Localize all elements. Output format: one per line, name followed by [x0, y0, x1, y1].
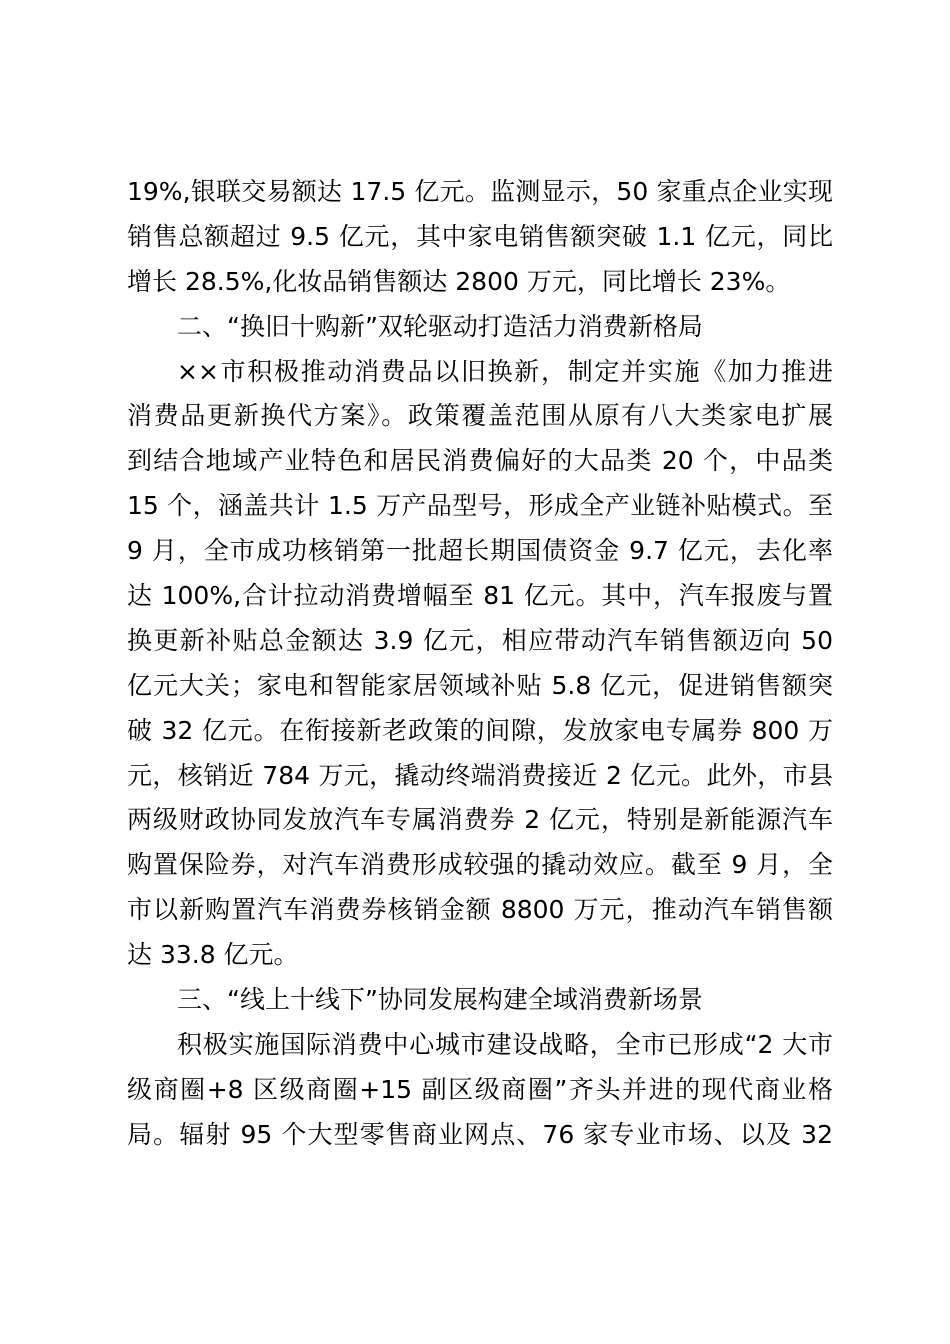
paragraph-line: 市以新购置汽车消费券核销金额 8800 万元，推动汽车销售额 — [127, 895, 833, 925]
paragraph-line: 达 100%,合计拉动消费增幅至 81 亿元。其中，汽车报废与置 — [127, 581, 833, 611]
paragraph-line: 积极实施国际消费中心城市建设战略，全市已形成“2 大市 — [177, 1029, 833, 1059]
paragraph-line: 销售总额超过 9.5 亿元，其中家电销售额突破 1.1 亿元，同比 — [127, 221, 833, 251]
paragraph-line: 元，核销近 784 万元，撬动终端消费接近 2 亿元。此外，市县 — [127, 760, 833, 790]
paragraph-line: ××市积极推动消费品以旧换新，制定并实施《加力推进 — [177, 356, 833, 386]
paragraph-line: 局。辐射 95 个大型零售商业网点、76 家专业市场、以及 32 — [127, 1119, 833, 1149]
paragraph-line: 两级财政协同发放汽车专属消费券 2 亿元，特别是新能源汽车 — [127, 805, 833, 835]
paragraph-line: 破 32 亿元。在衔接新老政策的间隙，发放家电专属券 800 万 — [127, 715, 833, 745]
paragraph-line: 换更新补贴总金额达 3.9 亿元，相应带动汽车销售额迈向 50 — [127, 625, 833, 655]
section-heading: 二、“换旧十购新”双轮驱动打造活力消费新格局 — [177, 311, 703, 341]
paragraph-line: 亿元大关；家电和智能家居领域补贴 5.8 亿元，促进销售额突 — [127, 670, 833, 700]
paragraph-line: 9 月，全市成功核销第一批超长期国债资金 9.7 亿元，去化率 — [127, 536, 833, 566]
paragraph-line: 消费品更新换代方案》。政策覆盖范围从原有八大类家电扩展 — [127, 401, 833, 431]
paragraph-line: 到结合地域产业特色和居民消费偏好的大品类 20 个，中品类 — [127, 446, 833, 476]
paragraph-line: 19%,银联交易额达 17.5 亿元。监测显示，50 家重点企业实现 — [127, 177, 833, 206]
paragraph-line: 达 33.8 亿元。 — [127, 940, 299, 970]
paragraph-line: 级商圈+8 区级商圈+15 副区级商圈”齐头并进的现代商业格 — [127, 1074, 833, 1104]
section-heading: 三、“线上十线下”协同发展构建全域消费新场景 — [177, 985, 703, 1015]
paragraph-line: 增长 28.5%,化妆品销售额达 2800 万元，同比增长 23%。 — [127, 266, 791, 296]
body-text — [127, 170, 833, 1158]
paragraph-line: 购置保险券，对汽车消费形成较强的撬动效应。截至 9 月，全 — [127, 850, 833, 880]
paragraph-line: 15 个，涵盖共计 1.5 万产品型号，形成全产业链补贴模式。至 — [127, 491, 833, 521]
